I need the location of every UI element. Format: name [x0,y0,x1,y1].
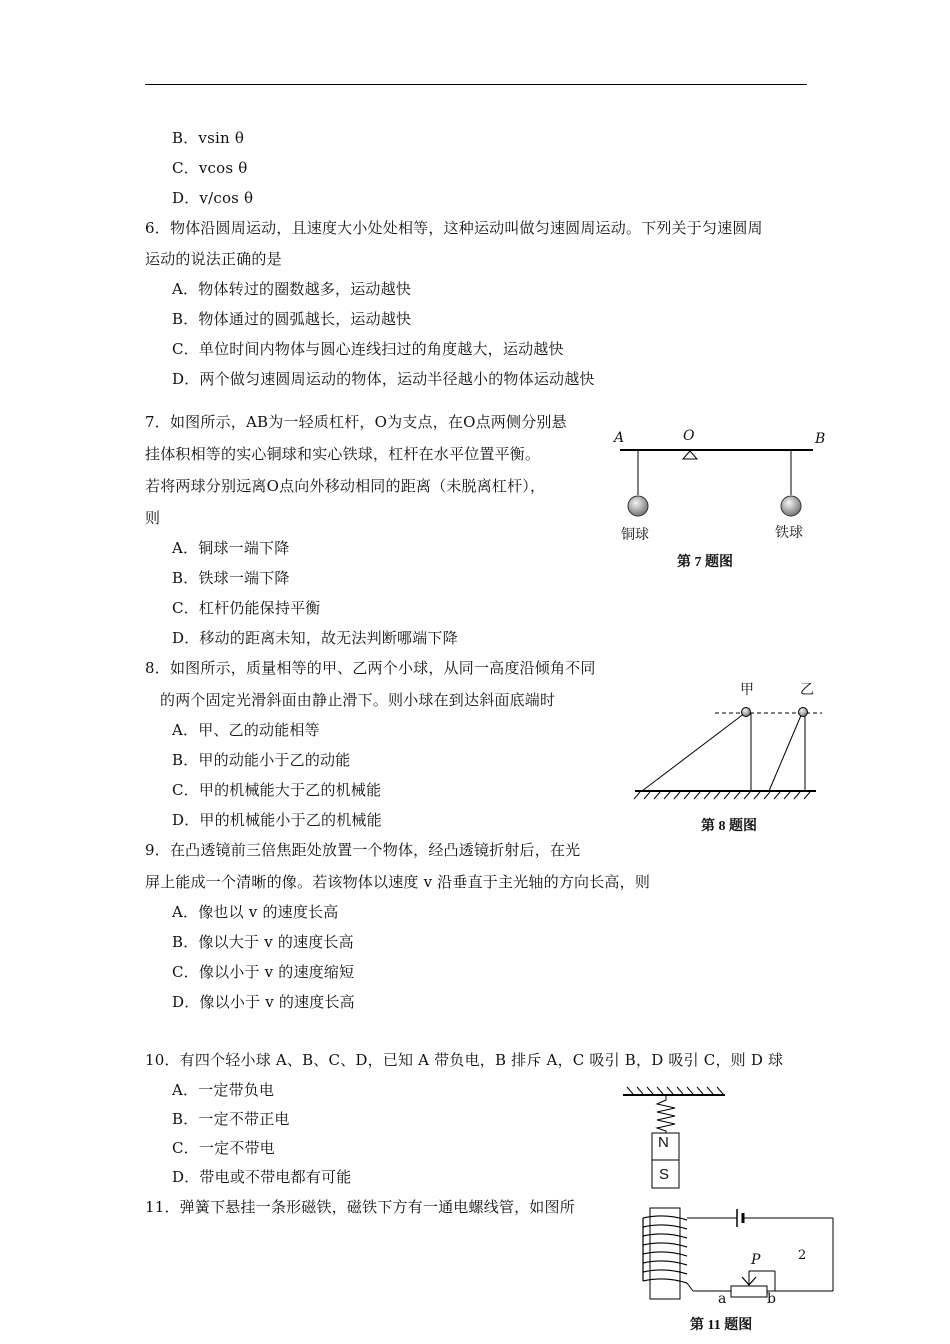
q11-label-b: b [767,1291,776,1307]
q10-option-a: A．一定带负电 [172,1081,275,1099]
q10-stem-line1: 10．有四个轻小球 A、B、C、D，已知 A 带负电，B 排斥 A，C 吸引 B，D 吸引 C，则 D 球 [145,1051,784,1069]
q8-stem-line2: 的两个固定光滑斜面由静止滑下。则小球在到达斜面底端时 [160,691,556,709]
q8-label-jia: 甲 [740,682,754,698]
q6-option-d: D．两个做匀速圆周运动的物体，运动半径越小的物体运动越快 [172,370,595,388]
q9-stem-line1: 9．在凸透镜前三倍焦距处放置一个物体，经凸透镜折射后，在光 [145,841,581,859]
q11-label-n: N [658,1134,669,1151]
spring [657,1096,675,1133]
q9-option-a: A．像也以 v 的速度长高 [172,903,339,921]
wire-coil-end [687,1283,693,1291]
ball-yi [799,708,808,717]
q11-label-p: P [751,1252,761,1268]
q11-circuit-figure [615,1085,840,1305]
q7-iron-label: 铁球 [775,525,803,541]
q7-stem-line3: 若将两球分别远离O点向外移动相同的距离（未脱离杠杆）， [145,477,546,495]
q7-option-b: B．铁球一端下降 [172,569,290,587]
q7-copper-label: 铜球 [621,527,649,543]
q7-option-c: C．杠杆仍能保持平衡 [172,599,321,617]
q10-option-b: B．一定不带正电 [172,1110,290,1128]
q11-label-2: 2 [798,1248,807,1263]
q7-stem-line4: 则 [145,509,161,527]
prev-option-b: B．vsin θ [172,129,245,147]
q9-option-c: C．像以小于 v 的速度缩短 [172,963,355,981]
q8-stem-line1: 8．如图所示，质量相等的甲、乙两个小球，从同一高度沿倾角不同 [145,659,596,677]
q7-label-b: B [815,431,826,447]
q6-option-b: B．物体通过的圆弧越长，运动越快 [172,310,412,328]
q8-label-yi: 乙 [800,682,814,698]
q6-stem-line1: 6．物体沿圆周运动，且速度大小处处相等，这种运动叫做匀速圆周运动。下列关于匀速圆周 [145,219,763,237]
q10-option-d: D．带电或不带电都有可能 [172,1168,352,1186]
q8-option-d: D．甲的机械能小于乙的机械能 [172,811,382,829]
header-rule [145,84,807,85]
q7-option-d: D．移动的距离未知，故无法判断哪端下降 [172,629,458,647]
q8-option-c: C．甲的机械能大于乙的机械能 [172,781,382,799]
iron-ball [781,496,801,516]
q7-label-o: O [683,428,695,444]
q7-lever-figure [610,425,820,525]
q8-option-a: A．甲、乙的动能相等 [172,721,320,739]
q8-incline-figure [630,700,825,805]
q11-figure-caption: 第 11 题图 [690,1318,753,1333]
fulcrum-triangle [683,451,697,459]
rheostat [731,1286,767,1297]
ball-jia [742,708,751,717]
ground-hatching [634,792,810,799]
q7-figure-caption: 第 7 题图 [677,555,733,570]
q7-option-a: A．铜球一端下降 [172,539,290,557]
copper-ball [628,496,648,516]
incline-yi [769,713,802,791]
q6-option-a: A．物体转过的圈数越多，运动越快 [172,280,412,298]
q8-option-b: B．甲的动能小于乙的动能 [172,751,351,769]
q6-stem-line2: 运动的说法正确的是 [145,250,282,268]
prev-option-d: D．v/cos θ [172,189,254,207]
q8-figure-caption: 第 8 题图 [701,819,757,834]
q7-stem-line1: 7．如图所示，AB为一轻质杠杆，O为支点，在O点两侧分别悬 [145,413,567,431]
q11-label-s: S [659,1166,670,1183]
q7-label-a: A [614,430,625,446]
q9-option-d: D．像以小于 v 的速度长高 [172,993,355,1011]
prev-option-c: C．vcos θ [172,159,248,177]
q11-label-a: a [718,1291,727,1307]
q6-option-c: C．单位时间内物体与圆心连线扫过的角度越大，运动越快 [172,340,564,358]
q10-option-c: C．一定不带电 [172,1139,275,1157]
ceiling-hatching [627,1087,723,1094]
q9-stem-line2: 屏上能成一个清晰的像。若该物体以速度 v 沿垂直于主光轴的方向长高，则 [145,873,651,891]
incline-jia [642,713,745,791]
q9-option-b: B．像以大于 v 的速度长高 [172,933,354,951]
q11-stem-line1: 11．弹簧下悬挂一条形磁铁，磁铁下方有一通电螺线管，如图所 [145,1198,575,1216]
q7-stem-line2: 挂体积相等的实心铜球和实心铁球，杠杆在水平位置平衡。 [145,445,541,463]
